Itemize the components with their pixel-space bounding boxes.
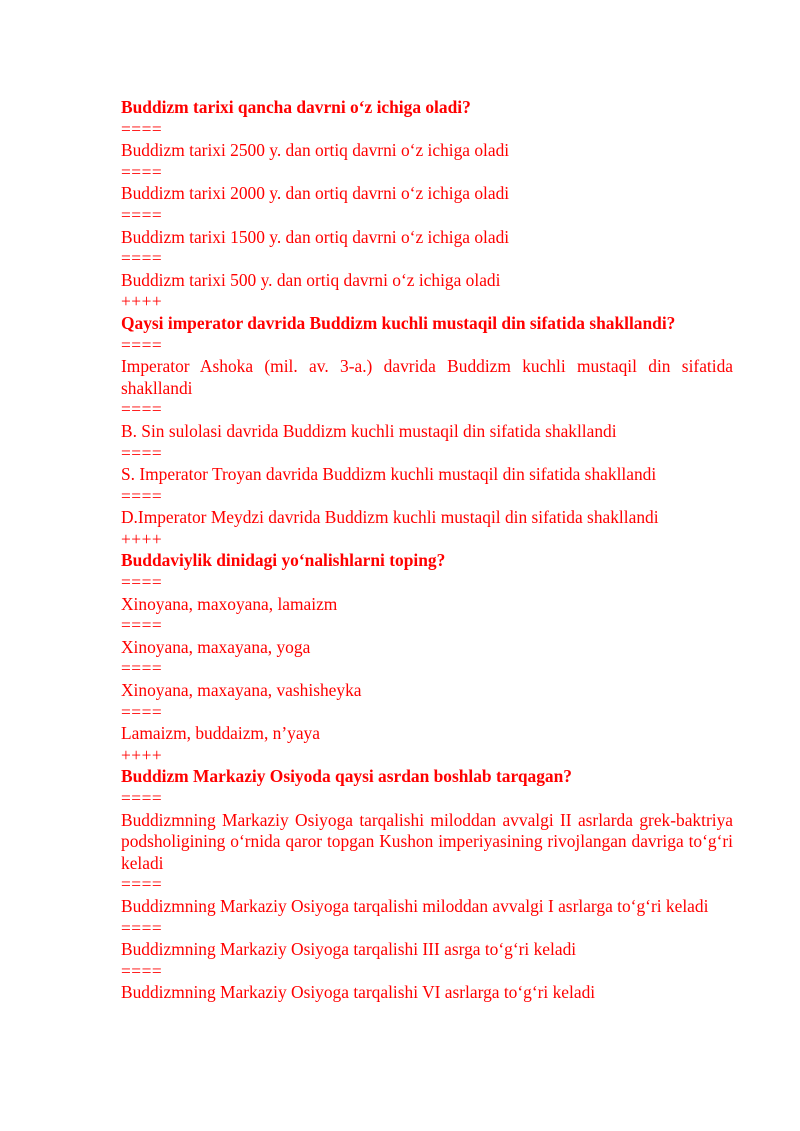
question-title: Buddaviylik dinidagi yo‘nalishlarni toping? (121, 550, 446, 571)
answer-option: Xinoyana, maxoyana, lamaizm (121, 593, 338, 614)
answer-separator: ==== (121, 960, 163, 981)
answer-option: Buddizmning Markaziy Osiyoga tarqalishi miloddan avvalgi II asrlarda grek-baktriya podsholigining o‘rnida qaror topgan Kushon imperiyasining rivojlangan davriga to‘g‘ri keladi (121, 809, 733, 873)
answer-separator: ==== (121, 917, 163, 938)
answer-option: B. Sin sulolasi davrida Buddizm kuchli mustaqil din sifatida shakllandi (121, 420, 617, 441)
answer-separator: ==== (121, 701, 163, 722)
question-title: Qaysi imperator davrida Buddizm kuchli mustaqil din sifatida shakllandi? (121, 312, 676, 333)
question-separator: ++++ (121, 291, 163, 312)
answer-separator: ==== (121, 485, 163, 506)
answer-option: Buddizm tarixi 1500 y. dan ortiq davrni o‘z ichiga oladi (121, 226, 510, 247)
answer-option: S. Imperator Troyan davrida Buddizm kuchli mustaqil din sifatida shakllandi (121, 464, 657, 485)
answer-separator: ==== (121, 161, 163, 182)
answer-option: Buddizm tarixi 500 y. dan ortiq davrni o‘z ichiga oladi (121, 269, 501, 290)
answer-option: Buddizm tarixi 2500 y. dan ortiq davrni o‘z ichiga oladi (121, 140, 510, 161)
answer-separator: ==== (121, 874, 163, 895)
answer-separator: ==== (121, 334, 163, 355)
question-title: Buddizm Markaziy Osiyoda qaysi asrdan boshlab tarqagan? (121, 766, 572, 787)
answer-option: Imperator Ashoka (mil. av. 3-a.) davrida Buddizm kuchli mustaqil din sifatida shakllandi (121, 356, 733, 398)
answer-separator: ==== (121, 204, 163, 225)
question-separator: ++++ (121, 744, 163, 765)
document-page (121, 97, 733, 1004)
answer-separator: ==== (121, 248, 163, 269)
answer-separator: ==== (121, 399, 163, 420)
answer-separator: ==== (121, 788, 163, 808)
answer-option: Lamaizm, buddaizm, n’yaya (121, 723, 320, 744)
answer-separator: ==== (121, 615, 163, 636)
answer-option: Buddizmning Markaziy Osiyoga tarqalishi III asrga to‘g‘ri keladi (121, 939, 577, 960)
answer-separator: ==== (121, 118, 163, 139)
answer-option: D.Imperator Meydzi davrida Buddizm kuchli mustaqil din sifatida shakllandi (121, 507, 659, 528)
question-title: Buddizm tarixi qancha davrni o‘z ichiga oladi? (121, 97, 471, 117)
answer-option: Buddizmning Markaziy Osiyoga tarqalishi miloddan avvalgi I asrlarga to‘g‘ri keladi (121, 895, 709, 916)
answer-option: Buddizmning Markaziy Osiyoga tarqalishi VI asrlarga to‘g‘ri keladi (121, 982, 596, 1003)
question-separator: ++++ (121, 528, 163, 549)
answer-option: Xinoyana, maxayana, yoga (121, 636, 311, 657)
answer-separator: ==== (121, 658, 163, 679)
answer-option: Xinoyana, maxayana, vashisheyka (121, 680, 362, 701)
answer-separator: ==== (121, 572, 163, 593)
answer-option: Buddizm tarixi 2000 y. dan ortiq davrni o‘z ichiga oladi (121, 183, 510, 204)
answer-separator: ==== (121, 442, 163, 463)
